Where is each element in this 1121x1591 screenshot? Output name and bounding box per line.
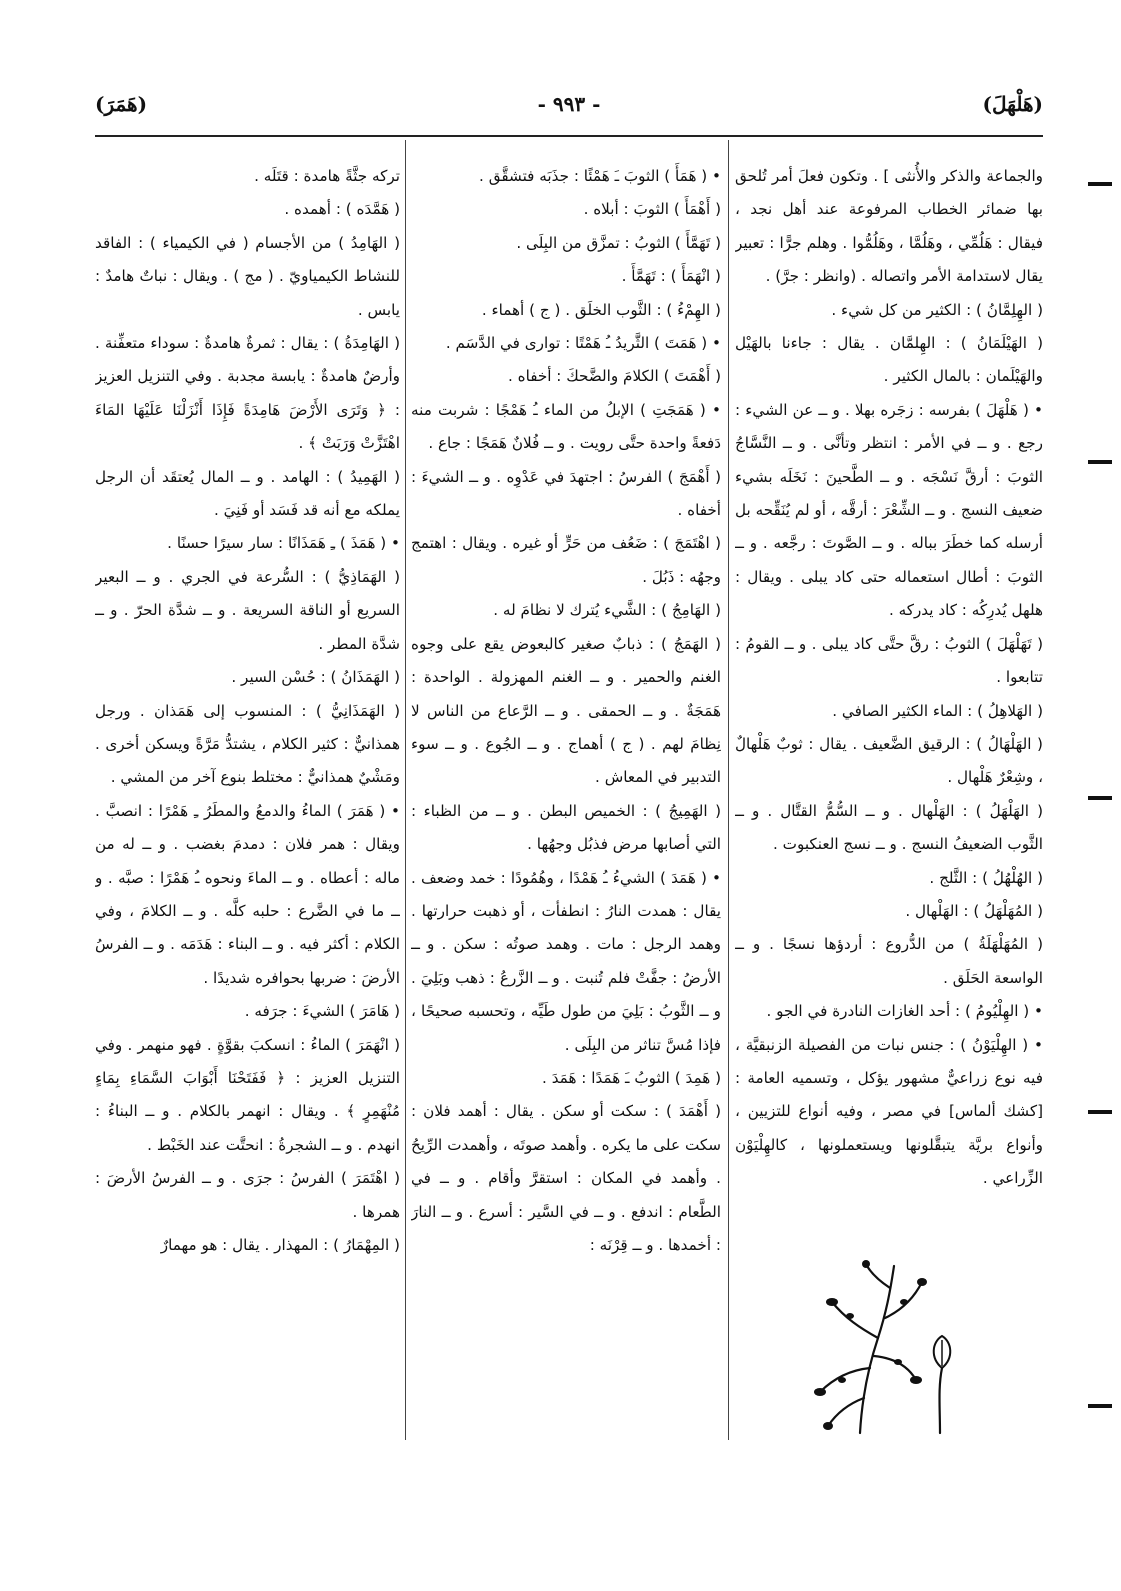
- entry-paragraph: ( الهَمِيجُ ) : الخميص البطن . و ــ من الظباء : التي أصابها مرض فذبُل وجهُها .: [411, 801, 721, 854]
- entry-paragraph: ( أَهْمَأَ ) الثوبَ : أبلاه .: [583, 200, 721, 219]
- page-number: - ٩٩٣ -: [537, 92, 601, 116]
- entry-paragraph: ( المِهْمَارُ ) : المهذار . يقال : هو مهمارٌ: [160, 1236, 400, 1254]
- entry-paragraph: • ( هَمَجَتِ ) الإبلُ من الماء ـُ هَمْجًا : شربت منه دَفعةً واحدة حتَّى رويت . و ــ فُلانٌ هَمَجًا : جاع .: [411, 400, 721, 453]
- entry-paragraph: ( أَهْمَتَ ) الكلامَ والضَّحكَ : أخفاه .: [507, 367, 721, 386]
- entry-paragraph: ( الهَمِيدُ ) : الهامد . و ــ المال يُعتقَد أن الرجل يملكه مع أنه قد فَسَد أو فَنِيَ .: [95, 467, 400, 520]
- entry-paragraph: • ( هَمَذَ ) ـِ هَمَذَانًا : سار سيرًا حسنًا .: [167, 534, 400, 553]
- entry-paragraph: • ( هَلْهَلَ ) بفرسه : زجَره بهلا . و ــ عن الشيء : رجع . و ــ في الأمر : انتظر وتأنَّى . و ــ النَّسَّاجُ الثوبَ : أرقَّ نَسْجَه . و ــ الطَّحينَ : نَخَلَه بشيء ضعيف النسج . و ــ الشِّعْرَ : أرقَّه ، أو لم يُنَقِّحه بل أرسله كما خطَرَ بباله . و ــ الصَّوتَ : رجَّعه . و ــ الثوبَ : أطال استعماله حتى كاد يبلى . ويقال : هلهل يُدرِكُه : كاد يدركه .: [735, 400, 1043, 620]
- entry-paragraph: ( الهَامِدَةُ ) : يقال : ثمرةٌ هامدةٌ : سوداء متعفِّنة . وأرضٌ هامدةٌ : يابسة مجدبة . وفي التنزيل العزيز : ﴿ وَتَرَى الأَرْضَ هَامِدَةً فَإِذَا أَنْزَلْنَا عَلَيْهَا المَاءَ اهْتَزَّتْ وَرَبَتْ ﴾ .: [95, 334, 400, 453]
- header-left-entry: (هَمَرَ): [95, 92, 148, 116]
- entry-paragraph: ( الهَمَذَانُ ) : حُسْن السير .: [231, 668, 400, 687]
- entry-paragraph: ( أَهْمَدَ ) : سكت أو سكن . يقال : أهمد فلان : سكت على ما يكره . وأهمد صوتَه ، وأهمدت الرِّيحُ . وأهمد في المكان : استقرَّ وأقام . و ــ في الطَّعام : اندفع . و ــ في السَّير : أسرع . و ــ النارَ : أخمدها . و ــ قِرْنَه :: [411, 1102, 721, 1254]
- column-divider-right: [728, 140, 729, 1440]
- entry-paragraph: ( اهْتَمَرَ ) الفرسُ : جرَى . و ــ الفرسُ الأرضَ : همرها .: [95, 1169, 400, 1221]
- entry-paragraph: ( المُهَلْهَلَةُ ) من الدُّروع : أردؤها نسجًا . و ــ الواسعة الحَلَق .: [735, 935, 1043, 987]
- entry-paragraph: ( تَهَمَّأَ ) الثوبُ : تمزَّق من البِلَى .: [516, 233, 721, 252]
- entry-paragraph: ( الهَمَجُ ) : ذبابٌ صغير كالبعوض يقع على وجوه الغنم والحمير . و ــ الغنم المهزولة . الواحدة : هَمَجَةٌ . و ــ الحمقى . و ــ الرَّعاع من الناس لا نِظامَ لهم . ( ج ) أهماج . و ــ الجُوع . و ــ سوء التدبير في المعاش .: [411, 634, 721, 787]
- margin-tick: [1088, 182, 1112, 186]
- entry-paragraph: ( هَمَّدَه ) : أهمده .: [284, 200, 400, 219]
- entry-paragraph: ( الهَمَذَانِيُّ ) : المنسوب إلى هَمَذان . ورجل همذانيٌّ : كثير الكلام ، يشتدُّ مَرَّةً ويسكن أخرى . ومَشْيٌ همذانيٌّ : مختلط بنوع آخر من المشي .: [95, 701, 400, 787]
- entry-paragraph: ( انْهَمَرَ ) الماءُ : انسكبَ بقوَّةٍ . فهو منهمر . وفي التنزيل العزيز : ﴿ فَفَتَحْنَا أَبْوَابَ السَّمَاءِ بِمَاءٍ مُنْهَمِرٍ ﴾ . ويقال : انهمر بالكلام . و ــ البناءُ : انهدم . و ــ الشجرةُ : انحتَّت عند الخَبْط .: [95, 1035, 400, 1154]
- entry-paragraph: تركه جثَّةً هامدة : قتَلَه .: [254, 167, 400, 185]
- entry-paragraph: ( اهْتَمَجَ ) : ضَعُف من حَرٍّ أو غيره . ويقال : اهتمج وجهُه : ذَبُلَ .: [411, 534, 721, 586]
- entry-paragraph: ( الهَمَاذِيُّ ) : السُّرعة في الجري . و ــ البعير السريع أو الناقة السريعة . و ــ شدَّة الحرّ . و ــ شدَّة المطر .: [95, 567, 400, 653]
- page-header: [95, 92, 1043, 126]
- margin-tick: [1088, 1110, 1112, 1114]
- column-divider-left: [405, 140, 406, 1440]
- margin-tick: [1088, 796, 1112, 800]
- margin-tick: [1088, 460, 1112, 464]
- entry-paragraph: ( تَهَلْهَلَ ) الثوبُ : رقَّ حتَّى كاد يبلى . و ــ القومُ : تتابعوا .: [735, 634, 1043, 687]
- entry-paragraph: ( الهَلْهَلُ ) : الهَلْهال . و ــ السُّمُّ القتَّال . و ــ الثَّوب الضعيفُ النسج . و ــ نسج العنكبوت .: [735, 801, 1043, 854]
- entry-paragraph: • ( هَمَرَ ) الماءُ والدمعُ والمطَرُ ـِ هَمْرًا : انصبَّ . ويقال : همر فلان : دمدمَ بغضب . و ــ له من ماله : أعطاه . و ــ الماءَ ونحوه ـُ هَمْرًا : صبَّه . و ــ ما في الضَّرع : حلبه كلَّه . و ــ الكلامَ ، وفي الكلام : أكثر فيه . و ــ البناء : هَدَمَه . و ــ الفرسُ الأرضَ : ضربها بحوافره شديدًا .: [95, 801, 400, 987]
- entry-paragraph: • ( هَمَتَ ) الثَّريدُ ـُ هَمْتًا : توارى في الدَّسَم .: [445, 334, 721, 353]
- entry-paragraph: ( الهِمْءُ ) : الثَّوب الخلَق . ( ج ) أهماء .: [481, 300, 721, 319]
- entry-paragraph: والجماعة والذكر والأُنثى ] . وتكون فعلَ أمر تُلحق بها ضمائر الخطاب المرفوعة عند أهل نجد ، فيقال : هَلُمِّي ، وهَلُمَّا ، وهَلُمُّوا . وهلم جرًّا : تعبير يقال لاستدامة الأمر واتصاله . (وانظر : جرَّ) .: [735, 167, 1043, 286]
- entry-paragraph: ( انْهَمَأَ ) : تَهَمَّأَ .: [621, 267, 721, 286]
- header-right-entry: (هَلْهَلَ): [982, 92, 1043, 116]
- column-left: [95, 160, 400, 1450]
- entry-paragraph: • ( الهِلْيَوْنُ ) : جنس نبات من الفصيلة الزنبقيَّة ، فيه نوع زراعيٌّ مشهور يؤكل ، وتسميه العامة : [كشك ألماس] في مصر ، وفيه أنواع للتزيين ، وأنواع بريَّة يتبقَّلونها ويستعملونها ، كالهِلْيَوْن الزِّراعي .: [735, 1035, 1043, 1188]
- entry-paragraph: ( الهَامِدُ ) من الأجسام ( في الكيمياء ) : الفاقد للنشاط الكيمياويّ . ( مج ) . ويقال : نباتٌ هامدٌ : يابس .: [95, 233, 400, 319]
- entry-paragraph: ( الهِلِمَّانُ ) : الكثير من كل شيء .: [831, 300, 1043, 319]
- entry-paragraph: ( الهَيْلَمَانُ ) : الهِلمَّان . يقال : جاءنا بالهَيْل والهَيْلَمان : بالمال الكثير .: [735, 334, 1043, 386]
- entry-paragraph: ( المُهَلْهَلُ ) : الهَلْهال .: [905, 901, 1043, 920]
- entry-paragraph: • ( هَمَأَ ) الثوبَ ـَ هَمْئًا : جذَبَه فتشقَّق .: [479, 167, 721, 185]
- entry-paragraph: • ( الهِلْيُومُ ) : أحد الغازات النادرة في الجو .: [766, 1002, 1043, 1021]
- entry-paragraph: ( أَهْمَجَ ) الفرسُ : اجتهدَ في عَدْوِه . و ــ الشيءَ : أخفاه .: [411, 467, 721, 520]
- asparagus-illustration: [790, 1258, 990, 1438]
- column-middle: [411, 160, 721, 1450]
- entry-paragraph: ( الهُلْهُلُ ) : الثَّلج .: [929, 868, 1043, 887]
- entry-paragraph: ( الهَلاهِلُ ) : الماء الكثير الصافي .: [832, 701, 1043, 720]
- margin-tick: [1088, 1404, 1112, 1408]
- entry-paragraph: ( الهَلْهَالُ ) : الرقيق الضَّعيف . يقال : ثوبٌ هَلْهالٌ ، وشِعْرٌ هَلْهال .: [735, 734, 1043, 787]
- header-rule: [95, 135, 1043, 137]
- entry-paragraph: ( هَامَرَ ) الشيءَ : جرَفه .: [244, 1002, 400, 1021]
- entry-paragraph: • ( هَمَدَ ) الشيءُ ـُ هَمْدًا ، وهُمُودًا : خمد وضعف . يقال : همدت النارُ : انطفأت ، أو ذهبت حرارتها . وهمد الرجل : مات . وهمد صوتُه : سكن . و ــ الأرضُ : جفَّتْ فلم تُنبت . و ــ الزَّرعُ : ذهب وبَلِيَ . و ــ الثَّوبُ : بَلِيَ من طول طَيِّه ، وتحسبه صحيحًا ، فإذا مُسَّ تناثر من البِلَى .: [411, 868, 721, 1054]
- column-right: [735, 160, 1043, 1450]
- entry-paragraph: ( الهَامِجُ ) : الشَّيء يُترك لا نظامَ له .: [493, 601, 721, 620]
- entry-paragraph: ( هَمِدَ ) الثوبُ ـَ هَمَدًا : هَمَدَ .: [542, 1068, 721, 1087]
